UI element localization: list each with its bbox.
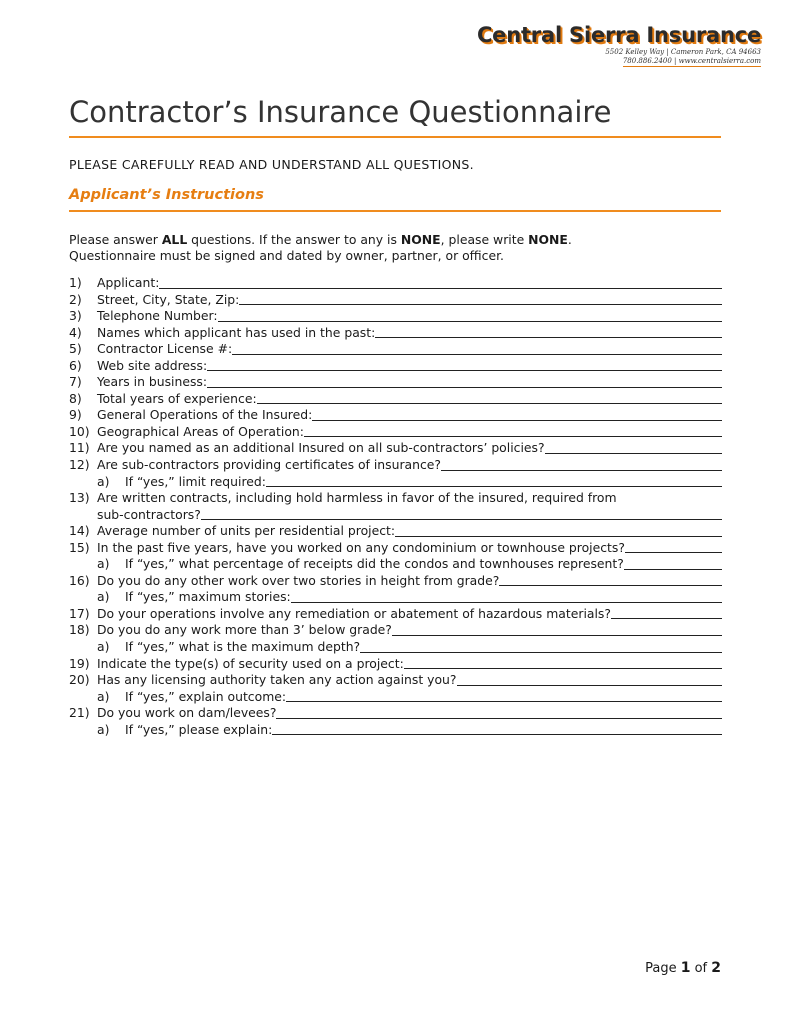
- question-row: [69, 407, 722, 424]
- instructions-line-2: Questionnaire must be signed and dated by owner, partner, or officer.: [69, 248, 504, 263]
- question-text: Applicant:: [97, 275, 160, 290]
- answer-line[interactable]: [304, 436, 722, 437]
- total-pages: 2: [711, 960, 721, 976]
- question-number: 2): [69, 291, 82, 307]
- of-word: of: [690, 961, 712, 976]
- question-number: 18): [69, 622, 90, 638]
- question-text: Average number of units per residential project:: [97, 523, 396, 539]
- question-number: 20): [69, 672, 90, 688]
- sub-question-row: [69, 722, 722, 739]
- instr-bold-none: NONE: [528, 232, 568, 247]
- question-list: [69, 275, 722, 738]
- question-text: If “yes,” what percentage of receipts did the condos and townhouses represent?: [125, 556, 624, 572]
- instr-text: .: [567, 232, 572, 247]
- question-number: 17): [69, 605, 90, 621]
- question-row: [69, 622, 722, 639]
- question-row: [69, 275, 722, 292]
- question-text: Telephone Number:: [97, 308, 218, 324]
- instr-text: Please answer: [69, 232, 162, 247]
- question-text: If “yes,” please explain:: [125, 721, 273, 737]
- answer-line[interactable]: [611, 618, 722, 619]
- sub-question-letter: a): [97, 639, 110, 655]
- question-text: If “yes,” what is the maximum depth?: [125, 639, 361, 655]
- answer-line[interactable]: [499, 585, 722, 586]
- question-number: 1): [69, 275, 82, 290]
- question-number: 14): [69, 523, 90, 539]
- question-text: Do your operations involve any remediation or abatement of hazardous materials?: [97, 605, 611, 621]
- question-row: [69, 705, 722, 722]
- section-heading: Applicant’s Instructions: [69, 187, 264, 203]
- question-number: 9): [69, 407, 82, 423]
- question-text: Names which applicant has used in the past:: [97, 324, 376, 340]
- answer-line[interactable]: [201, 519, 722, 520]
- page-title: Contractor’s Insurance Questionnaire: [69, 95, 612, 129]
- question-row: [69, 672, 722, 689]
- answer-line[interactable]: [159, 288, 722, 289]
- answer-line[interactable]: [257, 403, 722, 404]
- question-text: Total years of experience:: [97, 390, 257, 406]
- question-row: [69, 292, 722, 309]
- instr-text: , please write: [440, 232, 529, 247]
- question-number: 19): [69, 655, 90, 671]
- sub-question-row: [69, 556, 722, 573]
- question-row: [69, 391, 722, 408]
- question-number: 6): [69, 357, 82, 373]
- question-text: Do you do any work more than 3’ below grade?: [97, 622, 392, 638]
- answer-line[interactable]: [360, 652, 722, 653]
- answer-line[interactable]: [392, 635, 722, 636]
- question-number: 8): [69, 390, 82, 406]
- instr-bold-none: NONE: [400, 232, 441, 247]
- sub-question-letter: a): [97, 556, 110, 572]
- answer-line[interactable]: [375, 337, 722, 338]
- question-row: [69, 523, 722, 540]
- logo-name: Central Sierra Insurance: [476, 23, 761, 47]
- question-row: [69, 440, 722, 457]
- section-divider: [69, 210, 721, 212]
- question-text: Street, City, State, Zip:: [97, 291, 240, 307]
- question-number: 4): [69, 324, 82, 340]
- question-number: 13): [69, 490, 90, 506]
- question-text: Geographical Areas of Operation:: [97, 423, 304, 439]
- answer-line[interactable]: [457, 685, 723, 686]
- question-number: 5): [69, 341, 82, 357]
- sub-question-letter: a): [97, 721, 110, 737]
- sub-question-letter: a): [97, 688, 110, 704]
- logo-contact: 780.886.2400 | www.centralsierra.com: [622, 57, 761, 65]
- answer-line[interactable]: [218, 321, 722, 322]
- question-text: General Operations of the Insured:: [97, 407, 313, 423]
- answer-line[interactable]: [276, 718, 722, 719]
- sub-question-letter: a): [97, 473, 110, 489]
- question-text: If “yes,” explain outcome:: [125, 688, 287, 704]
- sub-question-row: [69, 474, 722, 491]
- sub-question-letter: a): [97, 589, 110, 605]
- page-word: Page: [645, 961, 681, 976]
- answer-line[interactable]: [239, 304, 722, 305]
- sub-question-row: [69, 689, 722, 706]
- question-number: 3): [69, 308, 82, 324]
- answer-line[interactable]: [207, 387, 722, 388]
- answer-line[interactable]: [441, 470, 722, 471]
- question-text: Are sub-contractors providing certificates of insurance?: [97, 457, 441, 473]
- question-text: Web site address:: [97, 357, 208, 373]
- question-row: [69, 490, 722, 507]
- current-page: 1: [680, 960, 691, 976]
- instructions-line-1: [69, 232, 729, 248]
- question-row: [69, 656, 722, 673]
- question-text: Indicate the type(s) of security used on a project:: [97, 655, 404, 671]
- question-text-continued: sub-contractors?: [97, 506, 201, 522]
- question-text: Has any licensing authority taken any action against you?: [97, 672, 457, 688]
- answer-line[interactable]: [207, 370, 722, 371]
- question-text: If “yes,” limit required:: [125, 473, 266, 489]
- answer-line[interactable]: [266, 486, 722, 487]
- question-continuation: [69, 507, 722, 524]
- question-text: If “yes,” maximum stories:: [125, 589, 291, 605]
- question-text: Do you work on dam/levees?: [97, 705, 277, 721]
- question-row: [69, 573, 722, 590]
- page-number: [645, 960, 721, 976]
- question-number: 7): [69, 374, 82, 390]
- question-number: 10): [69, 423, 90, 439]
- question-row: [69, 457, 722, 474]
- question-number: 12): [69, 457, 90, 473]
- company-logo: [477, 22, 761, 67]
- question-text: Are you named as an additional Insured on all sub-contractors’ policies?: [97, 440, 545, 456]
- question-row: [69, 358, 722, 375]
- answer-line[interactable]: [395, 536, 722, 537]
- question-number: 11): [69, 440, 90, 456]
- question-row: [69, 341, 722, 358]
- question-text: Are written contracts, including hold harmless in favor of the insured, required from: [97, 490, 617, 506]
- sub-question-row: [69, 589, 722, 606]
- question-text: Do you do any other work over two stories in height from grade?: [97, 572, 500, 588]
- question-row: [69, 374, 722, 391]
- answer-line[interactable]: [272, 734, 722, 735]
- question-row: [69, 540, 722, 557]
- answer-line[interactable]: [624, 569, 722, 570]
- question-row: [69, 325, 722, 342]
- instr-bold-all: ALL: [161, 232, 188, 247]
- instr-text: questions. If the answer to any is: [187, 232, 401, 247]
- question-text: Contractor License #:: [97, 341, 233, 357]
- sub-question-row: [69, 639, 722, 656]
- title-divider: [69, 136, 721, 138]
- answer-line[interactable]: [286, 701, 722, 702]
- answer-line[interactable]: [545, 453, 722, 454]
- question-text: In the past five years, have you worked on any condominium or townhouse projects?: [97, 539, 625, 555]
- read-warning: PLEASE CAREFULLY READ AND UNDERSTAND ALL QUESTIONS.: [69, 157, 474, 172]
- question-row: [69, 606, 722, 623]
- answer-line[interactable]: [312, 420, 722, 421]
- question-number: 15): [69, 539, 90, 555]
- answer-line[interactable]: [625, 552, 722, 553]
- question-row: [69, 424, 722, 441]
- answer-line[interactable]: [232, 354, 722, 355]
- instructions: [69, 232, 729, 264]
- question-number: 21): [69, 705, 90, 721]
- logo-address: 5502 Kelley Way | Cameron Park, CA 94663: [605, 48, 761, 56]
- answer-line[interactable]: [291, 602, 722, 603]
- question-number: 16): [69, 572, 90, 588]
- question-row: [69, 308, 722, 325]
- question-text: Years in business:: [97, 374, 208, 390]
- answer-line[interactable]: [404, 668, 722, 669]
